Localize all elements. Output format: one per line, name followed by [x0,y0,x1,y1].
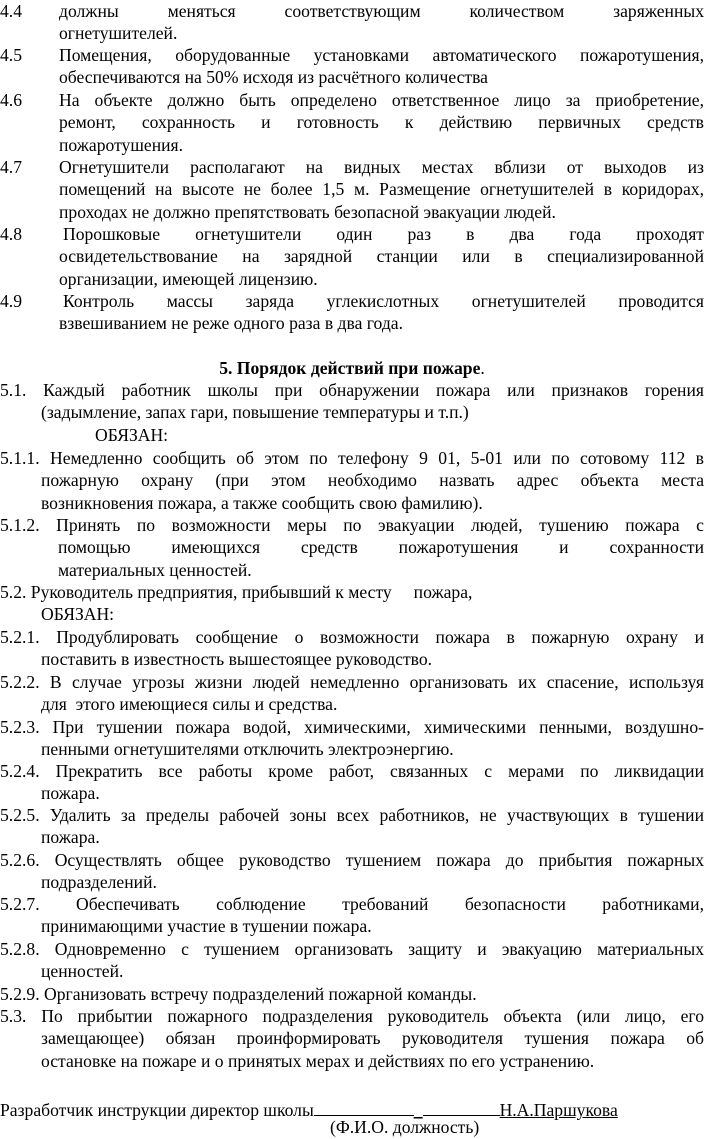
paragraph-5-2-1 [0,626,704,671]
item-text-line: помещений на высоте не более 1,5 м. Размещение огнетушителей в коридорах, [59,179,704,200]
paragraph-first-line: 5.2.5. Удалить за пределы рабочей зоны всех работников, не участвующих в тушении [0,805,704,825]
paragraph-first-line: 5.2.6. Осуществлять общее руководство тушением пожара до прибытия пожарных [0,850,704,870]
paragraph-line: пожара. [41,827,100,848]
item-text-line: организации, имеющей лицензию. [59,268,318,289]
paragraph-line: принимающими участие в тушении пожара. [41,916,372,937]
signature-label: Разработчик инструкции директор школы [0,1100,314,1120]
paragraph-line: замещающее) обязан проинформировать руководителя тушения пожара об [41,1028,704,1049]
paragraph-5-2-5 [0,804,704,849]
paragraph-line: материальных ценностей. [58,559,252,580]
paragraph-line: поставить в известность вышестоящее руководство. [41,649,433,670]
obliged-text: ОБЯЗАН: [95,425,169,445]
item-text-line: Огнетушители располагают на видных местах вблизи от выходов из [59,157,704,177]
item-text-line: ремонт, сохранность и готовность к действию первичных средств [59,112,704,133]
paragraph-5-2-8 [0,938,704,983]
item-number: 4.4 [0,1,22,21]
item-number: 4.9 [0,291,22,311]
item-text-line: проходах не должно препятствовать безопасной эвакуации людей. [59,201,556,222]
signature-blank-line [314,1097,414,1116]
paragraph-first-line: 5.1. Каждый работник школы при обнаружении пожара или признаков горения [0,380,704,400]
paragraph-line: остановке на пожаре и о принятых мерах и действиях по его устранению. [41,1050,595,1071]
item-number: 4.6 [0,90,22,110]
paragraph-5-2-6 [0,849,704,894]
paragraph-line: ценностей. [41,961,124,982]
obliged-text: ОБЯЗАН: [41,604,115,625]
item-number: 4.5 [0,45,22,65]
paragraph-first-line: 5.1.1. Немедленно сообщить об этом по телефону 9 01, 5-01 или по сотовому 112 в [0,448,704,468]
paragraph-5-1-1 [0,447,704,514]
item-4-9 [0,290,704,335]
paragraph-line: пожара. [41,783,100,804]
paragraph-line: возникновения пожара, а также сообщить свою фамилию). [41,492,483,513]
item-4-5 [0,44,704,89]
paragraph-first-line: 5.2.8. Одновременно с тушением организовать защиту и эвакуацию материальных [0,939,704,959]
item-text-line: обеспечиваются на 50% исходя из расчётного количества [59,67,488,88]
section-heading [0,357,704,379]
item-text-line: На объекте должно быть определено ответственное лицо за приобретение, [59,90,704,110]
paragraph-line: подразделений. [41,872,157,893]
item-text-line: взвешиванием не реже одного раза в два года. [59,313,404,334]
item-4-4 [0,0,704,45]
section-title-dot: . [480,358,485,378]
paragraph-5-3 [0,1005,704,1072]
paragraph-5-2-9 [0,983,704,1005]
paragraph-first-line: 5.2.3. При тушении пожара водой, химическими, химическими пенными, воздушно- [0,717,704,737]
paragraph-first-line: 5.1.2. Принять по возможности меры по эвакуации людей, тушению пожара с [0,515,704,535]
item-number: 4.7 [0,157,22,177]
item-4-7 [0,156,704,223]
item-text-line: Помещения, оборудованные установками автоматического пожаротушения, [59,45,704,65]
item-4-6 [0,89,704,156]
paragraph-line: помощью имеющихся средств пожаротушения и сохранности [58,537,704,558]
paragraph-5-2-2 [0,671,704,716]
paragraph-5-2 [0,581,704,626]
section-title: 5. Порядок действий при пожаре [219,358,481,378]
item-text-line: Порошковые огнетушители один раз в два года проходят [63,224,704,244]
item-text-line: освидетельствование на зарядной станции или в специализированной [59,246,704,267]
paragraph-5-1 [0,379,704,424]
signature-caption: (Ф.И.О. должность) [330,1117,480,1137]
item-text-line: пожаротушения. [59,134,184,155]
paragraph-first-line: 5.2.7. Обеспечивать соблюдение требований безопасности работниками, [0,894,704,914]
signature-name: Н.А.Паршукова [499,1100,618,1120]
obliged-label-1 [0,424,704,446]
item-text-line: должны меняться соответствующим количеством заряженных [59,1,704,21]
paragraph-line: пенными огнетушителями отключить электроэнергию. [41,739,454,760]
signature-underscore: _ [413,1100,423,1120]
item-4-8 [0,223,704,290]
paragraph-line: пожарную охрану (при этом необходимо назвать адрес объекта места [41,470,704,491]
paragraph-5-2-3 [0,716,704,761]
paragraph-line: (задымление, запах гари, повышение температуры и т.п.) [41,402,469,423]
signature-blank-line [423,1097,500,1116]
paragraph-first-line: 5.2.2. В случае угрозы жизни людей немедленно организовать их спасение, используя [0,672,704,692]
paragraph-5-1-2 [0,514,704,581]
paragraph-first-line: 5.3. По прибытии пожарного подразделения руководитель объекта (или лицо, его [0,1006,704,1026]
item-text-line: Контроль массы заряда углекислотных огнетушителей проводится [63,291,704,311]
paragraph-5-2-7 [0,893,704,938]
item-text-line: огнетушителей. [59,23,178,44]
paragraph-first-line: 5.2.4. Прекратить все работы кроме работ, связанных с мерами по ликвидации [0,761,704,781]
paragraph-first-line: 5.2.1. Продублировать сообщение о возможности пожара в пожарную охрану и [0,627,704,647]
paragraph-first-line: 5.2.9. Организовать встречу подразделений пожарной команды. [0,984,477,1004]
item-number: 4.8 [0,224,22,244]
paragraph-line: для этого имеющиеся силы и средства. [41,694,338,715]
paragraph-first-line: 5.2. Руководитель предприятия, прибывший к месту пожара, [0,582,473,602]
paragraph-5-2-4 [0,760,704,805]
